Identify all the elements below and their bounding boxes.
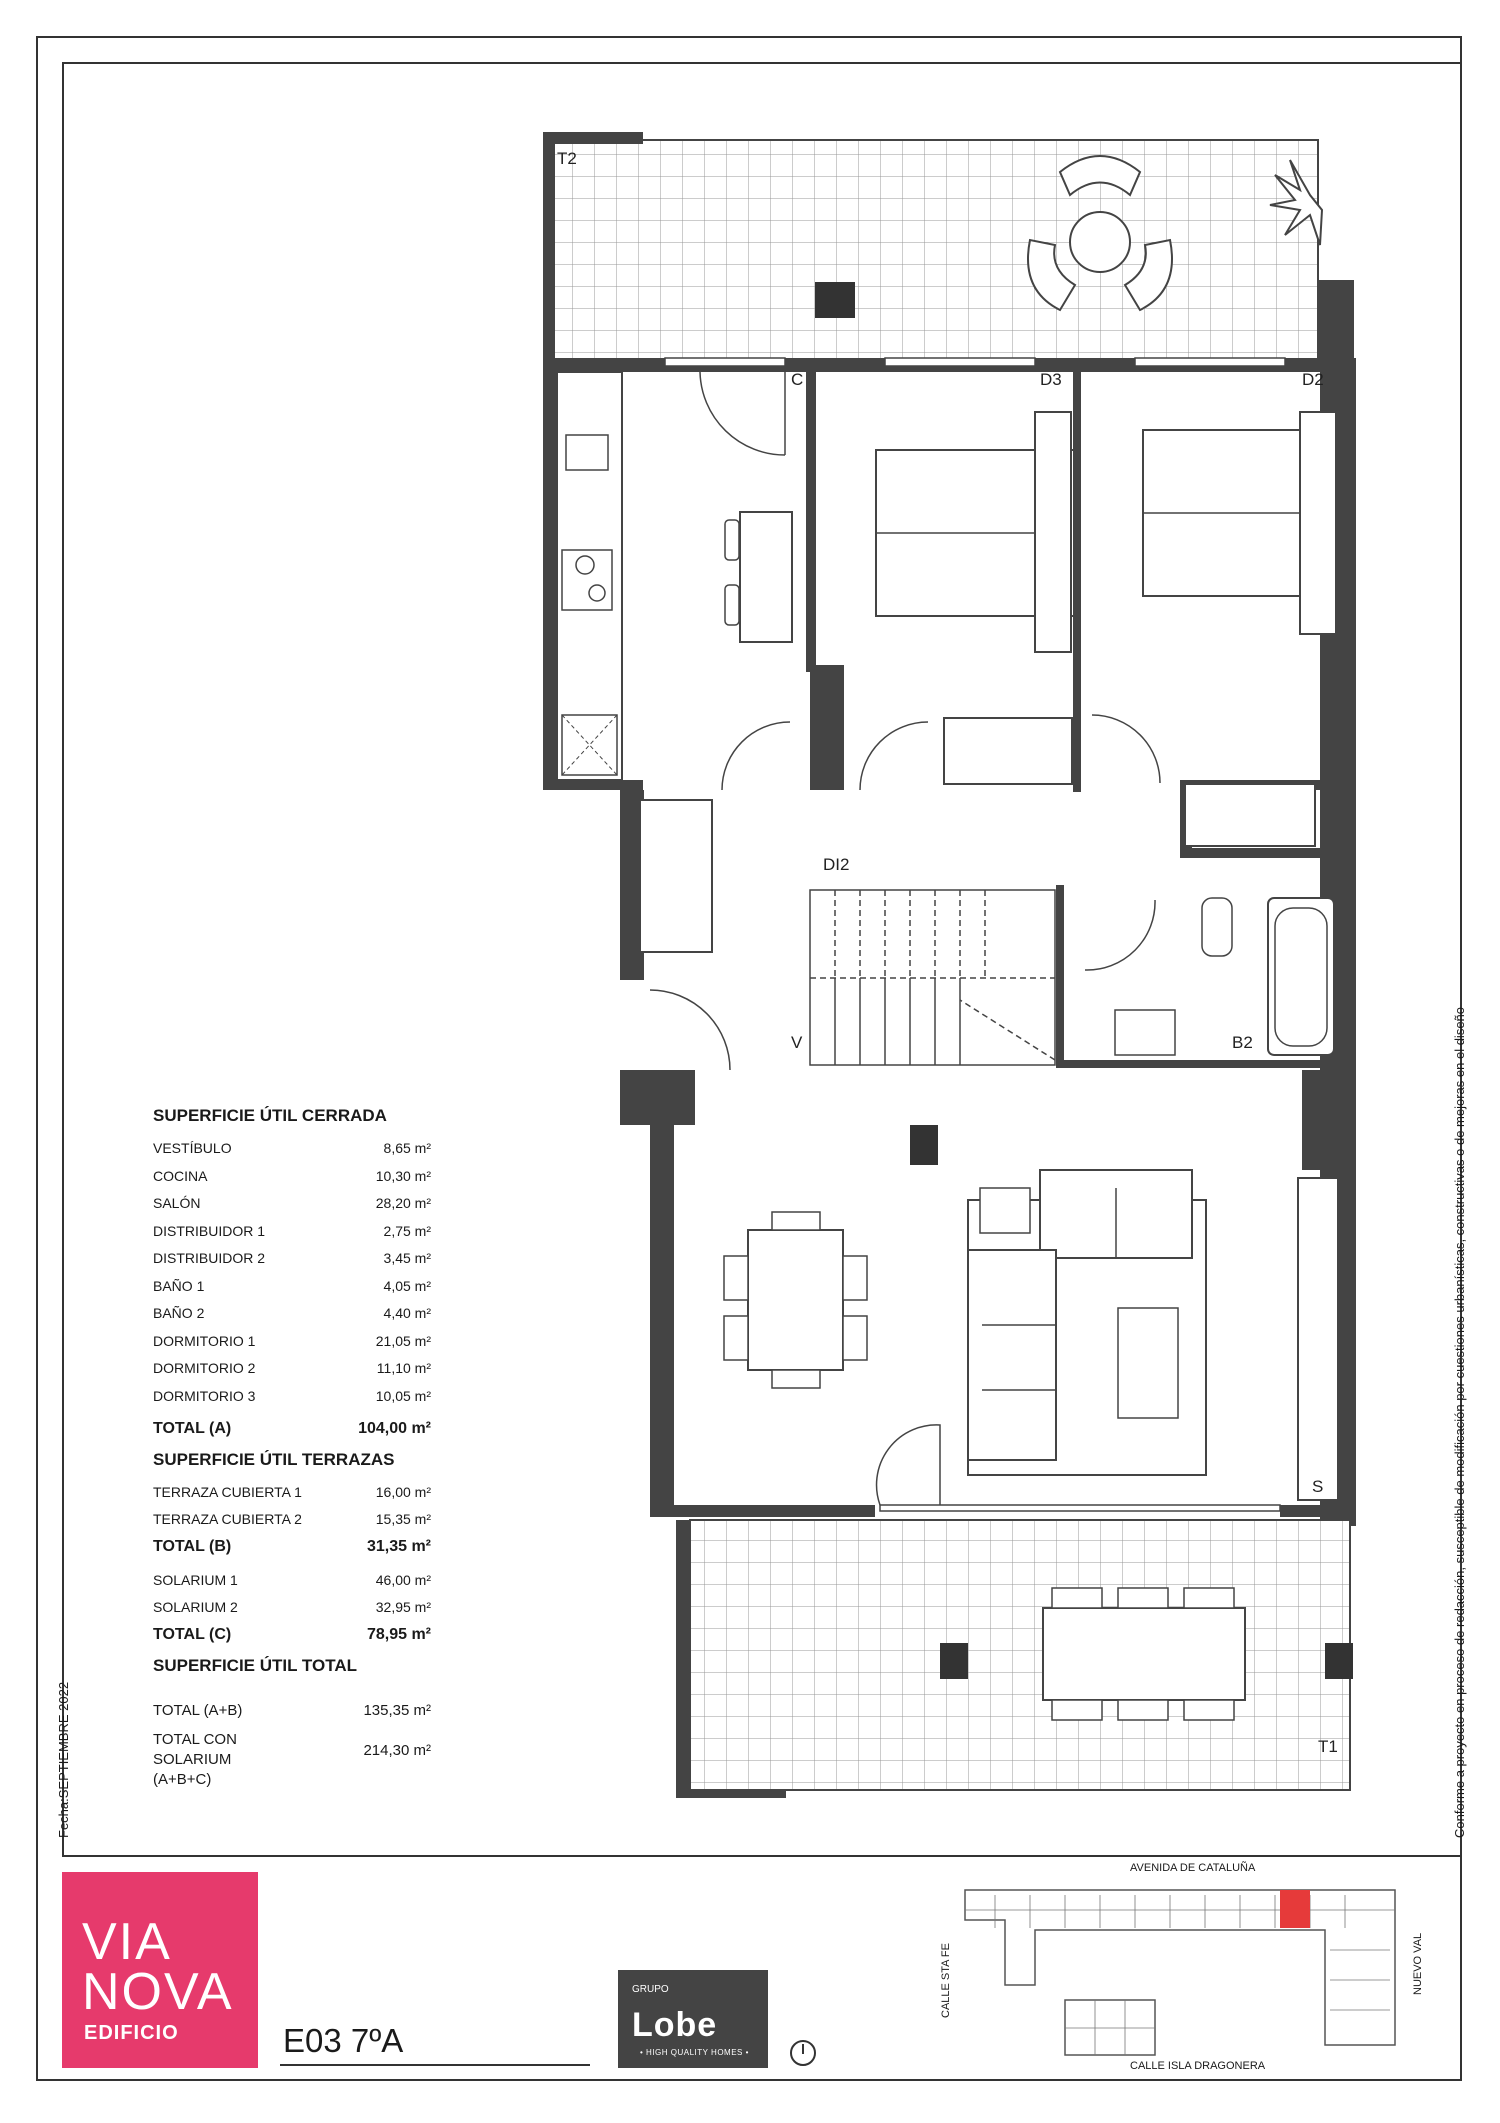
- row-value: 10,05 m²: [375, 1387, 431, 1404]
- total-a-label: TOTAL (A): [153, 1420, 232, 1437]
- total-abc-label: TOTAL CON SOLARIUM (A+B+C): [153, 1731, 237, 1788]
- unit-code: E03 7ºA: [283, 2022, 404, 2059]
- row-label: TERRAZA CUBIERTA 2: [153, 1511, 302, 1527]
- total-b-label: TOTAL (B): [153, 1538, 232, 1555]
- table-row: [153, 1140, 431, 1160]
- row-label: SALÓN: [153, 1195, 201, 1211]
- row-label: VESTÍBULO: [153, 1140, 232, 1156]
- total-a-value: 104,00 m²: [358, 1420, 431, 1437]
- row-label: TERRAZA CUBIERTA 1: [153, 1484, 302, 1500]
- row-label: DORMITORIO 3: [153, 1387, 256, 1404]
- total-abc-value: 214,30 m²: [363, 1742, 431, 1759]
- row-label: SOLARIUM 2: [153, 1599, 238, 1615]
- room-label-c: C: [791, 370, 804, 389]
- total-c-value: 78,95 m²: [366, 1626, 431, 1643]
- header-terraces: SUPERFICIE ÚTIL TERRAZAS: [153, 1450, 395, 1469]
- logo-line-2: NOVA: [82, 1963, 234, 2021]
- unit-highlight: [1280, 1890, 1310, 1928]
- total-abc-row: [153, 1730, 431, 1792]
- table-row: [153, 1360, 431, 1380]
- row-label: SOLARIUM 1: [153, 1572, 238, 1588]
- row-label: DISTRIBUIDOR 2: [153, 1250, 266, 1266]
- room-label-t1: T1: [1318, 1737, 1338, 1756]
- row-value: 32,95 m²: [375, 1599, 431, 1615]
- disclaimer-text: Conforme a proyecto en proceso de redacción, susceptible de modificación por cuestiones urbanísticas, constructivas o de mejoras en el diseño: [1452, 1006, 1467, 1838]
- row-value: 15,35 m²: [375, 1511, 431, 1527]
- header-closed: SUPERFICIE ÚTIL CERRADA: [153, 1106, 387, 1125]
- room-label-di2: DI2: [823, 855, 850, 874]
- room-label-t2: T2: [557, 149, 577, 168]
- row-value: 16,00 m²: [375, 1484, 431, 1500]
- row-value: 11,10 m²: [376, 1360, 431, 1376]
- room-label-b2: B2: [1232, 1033, 1253, 1052]
- total-c-label: TOTAL (C): [153, 1626, 232, 1643]
- total-c-row: [153, 1626, 431, 1646]
- total-b-value: 31,35 m²: [366, 1538, 431, 1555]
- row-label: DORMITORIO 2: [153, 1360, 256, 1376]
- row-value: 4,40 m²: [383, 1305, 431, 1321]
- row-value: 28,20 m²: [375, 1195, 431, 1211]
- terrace-t2: [548, 140, 1318, 360]
- row-value: 46,00 m²: [375, 1572, 431, 1588]
- table-row: [153, 1484, 431, 1504]
- row-value: 21,05 m²: [375, 1332, 431, 1349]
- table-row: [153, 1511, 431, 1531]
- total-ab-value: 135,35 m²: [363, 1702, 431, 1719]
- row-value: 10,30 m²: [375, 1167, 431, 1184]
- row-label: DORMITORIO 1: [153, 1332, 256, 1349]
- logo-line-1: VIA: [82, 1913, 172, 1971]
- terrace-t1: [690, 1520, 1350, 1790]
- total-a-row: [153, 1420, 431, 1440]
- street-north: AVENIDA DE CATALUÑA: [1130, 1862, 1256, 1874]
- row-value: 2,75 m²: [383, 1222, 431, 1239]
- date-label: Fecha:SEPTIEMBRE 2022: [56, 1681, 71, 1838]
- row-value: 4,05 m²: [383, 1277, 431, 1294]
- room-label-d2: D2: [1302, 370, 1324, 389]
- table-row: [153, 1388, 431, 1408]
- lobe-group: GRUPO: [632, 1984, 669, 1995]
- room-label-s: S: [1312, 1477, 1324, 1496]
- row-label: COCINA: [153, 1167, 208, 1184]
- table-row: [153, 1278, 431, 1298]
- row-label: DISTRIBUIDOR 1: [153, 1222, 266, 1239]
- table-row: [153, 1250, 431, 1270]
- total-ab-row: [153, 1702, 431, 1722]
- lobe-logo: [618, 1970, 768, 2068]
- lobe-name: Lobe: [632, 2006, 718, 2044]
- street-south: CALLE ISLA DRAGONERA: [1130, 2060, 1266, 2072]
- table-row: [153, 1599, 431, 1619]
- room-label-v: V: [791, 1033, 803, 1052]
- row-label: BAÑO 1: [153, 1277, 205, 1294]
- header-total: SUPERFICIE ÚTIL TOTAL: [153, 1656, 358, 1675]
- room-label-d3: D3: [1040, 370, 1062, 389]
- street-east: NUEVO VAL: [1412, 1932, 1424, 1995]
- logo-line-3: EDIFICIO: [84, 2022, 179, 2044]
- table-row: [153, 1305, 431, 1325]
- north-compass-icon: [790, 2040, 816, 2066]
- row-value: 3,45 m²: [383, 1250, 431, 1266]
- lobe-tagline: • HIGH QUALITY HOMES •: [640, 2048, 749, 2057]
- row-label: BAÑO 2: [153, 1305, 205, 1321]
- unit-underline: [280, 2064, 590, 2066]
- vianova-logo: [62, 1872, 258, 2068]
- table-row: [153, 1572, 431, 1592]
- table-row: [153, 1223, 431, 1243]
- street-west: CALLE STA FE: [940, 1943, 952, 2018]
- table-row: [153, 1195, 431, 1215]
- site-plan-map: [955, 1870, 1425, 2070]
- table-row: [153, 1168, 431, 1188]
- table-row: [153, 1333, 431, 1353]
- total-b-row: [153, 1538, 431, 1558]
- row-value: 8,65 m²: [383, 1140, 431, 1156]
- total-ab-label: TOTAL (A+B): [153, 1702, 243, 1719]
